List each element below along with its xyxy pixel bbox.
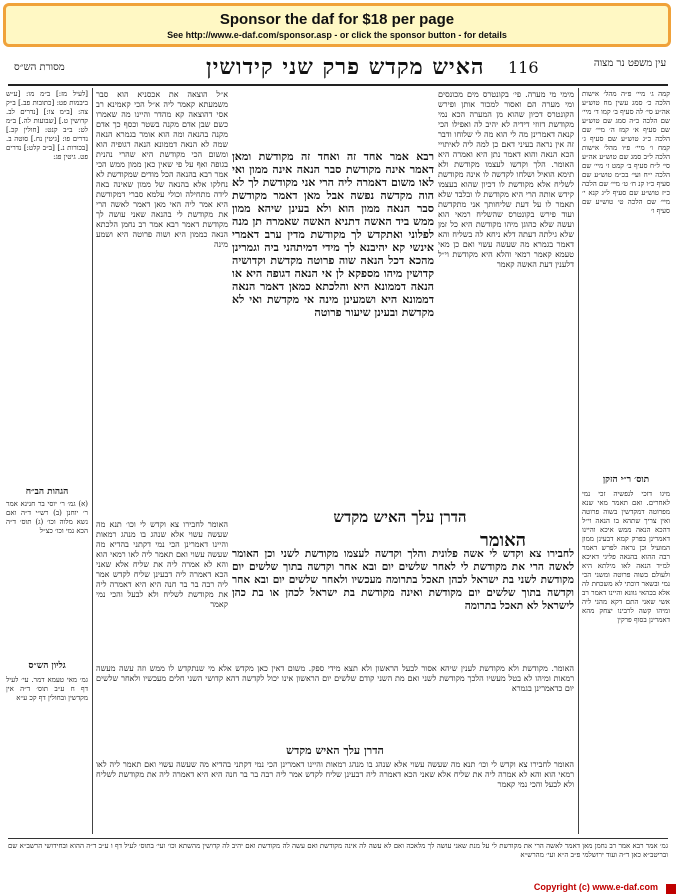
copyright-link[interactable]: Copyright (c) www.e-daf.com [533,882,658,892]
gilyon-column: גמ׳ מאי טעמא דמר. עי׳ לעיל דף ח ע״ב תוס׳ ד״ה אין מקדשין ובחולין דף קכ ע״א [6,676,88,702]
gemara-bottom: האומר. מקודשת ולא מקודשת לענין שיהא אסור לבעל הראשון ולא תצא מידי ספק. משום דאין כאן מקדש אלא מי שנתקדש לו ממש וזה עשה מעשה רמאות ומיהו לא בטל מעשיו הלכך מקודשת לשני ואם מת השני קודם שלשים יום הראשון אינו יכול לקדשה דהא קדושי השני חלים מעכשיו ולאחר שלשים יום כדאמרינן בגמרא [96,664,574,693]
gemara-center: רבא אמר אחד זה ואחד זה מקודשת ומאן דאמר אינה מקודשת סבר הנאה אינה ממון ואי לאו משום דאמרה ליה הרי אני מקודשת לך לא הוה מקדשה נפשה אבל מאן דאמר מקודשת סבר הנאה ממון הוא ולא בעינן שיהא ממון ממש ביד האשה דתניא האשה שאמרה תן מנה לפלוני ואתקדש לך מקודשת מדין ערב דאמרי אינשי קא יהיבנא לך מידי דמיתהני ביה וגמרינן מהכא דכל הנאה שוה פרוטה מקדשת וקדושיה קדושין מיהו מספקא לן אי הנאה דגופה היא או הנאה דממונא היא והלכתא כמאן דאמר הנאה דממונא היא ושמעינן מינה אי מקדשת ואי לא מקדשת ובעינן שיעור פרוטה [232,150,434,319]
sponsor-title: Sponsor the daf for $18 per page [219,11,455,28]
chapter-title: האיש מקדש פרק שני קידושין [206,54,485,80]
tosafot-inner-column: א״ל הוצאה את אכסניא הוא סבר משמעתא קאמר ליה א״ל הכי קאמינא רב אסי דהוצאה קא מהדר והיינו מה שאמרו כשם שבן אדם מקנה בשטר וכסף כך אדם מקנה בהנאה ומה הוא אומר בגמרא הנאה שמה לא הנאה דממונא הנאה דגופיה הוא ומשום הכי מקודשת היא שהרי נהנית בגופה ואף על פי שאין כאן ממון ממש הכי אמר רבא בהנאה הכל מודים שמקודשת לא נחלקו אלא בהנאה של ממון שאינה באה לידה מתחילה וכולי עלמא סברי דמקודשת היא אמר ליה האי מאן דאמר לאשה הרי את מקודשת לי בהנאה שאני עושה לך מקודשת דאמר רבא אמר רב נחמן הלכתא הנאה כממון היא ושוה פרוטה היא ושמע מינה [96,90,228,249]
commentary-bottom: האומר לחבירו צא וקדש לי וכו׳ תנא מה שעשה עשוי אלא שנהג בו מנהג רמאות והיינו דאמרינן הכי נמי דקתני בהדיא מה שעשה עשוי ואם תאמר ליה לאו רמאי הוא והא לא אמרה ליה את שליח אלא שאני הכא דאמרה ליה דבעינן שליח לקדש אמר ליה רבה בר בר חנה היא היא דאמרה ליה את מקודשת לשליח ולא לבעל והכי נמי קאמר [96,760,574,789]
gemara-bottom-left: האומר לחבירו צא וקדש לי וכו׳ תנא מה שעשה עשוי אלא שנהג בו מנהג רמאות והיינו דאמרינן הכי נמי דקתני בהדיא מה שעשה עשוי ואם תאמר ליה לאו רמאי הוא והא לא אמרה ליה את שליח אלא שאני הכא דאמרה ליה דבעינן שליח לקדש אמר ליה רבה בר בר חנה היא היא דאמרה ליה את מקודשת לשליח ולא לבעל והכי נמי קאמר [96,520,228,609]
sponsor-banner[interactable] [3,3,671,47]
rashi-column: מימי מי מערה. פי׳ בקונטרס מים מכונסים ומי מערה הם ואסור למכור אותן ופירש הקונטרס דכיון שהוא מן המערה הכא נמי מקודשת דזוזי דידיה לא יהיב לה ואפילו הכי קנאה דאמרינן מה לי הוא מה לי שלוחו ודבר זה אין נראה בעיני דאם כן למה ליה לאיתויי הכא הנאה והוא דאמר נתן היא ואמרה היא האומר. הלך וקדשו לעצמו מקודשת ולא תימא הואיל ושלחו לקדשה לו אינה מקודשת לשליח אלא מקודשת לו דכיון שהוא בעצמו קידש אותה הרי היא מקודשת לו ובלבד שלא תאמר לו על דעת שליחותך אני מתקדשת ועוד פירש בקונטרס שהשליח רמאי הוא ועשה שלא כהוגן מיהו מקודשת היא כל זמן שלא גילתה דעתה דלא ניחא לה בשליח והא דאמר בגמרא מה שעשה עשוי ואם כן מאי טעמא קאמר רמאי והלא היא מקודשת וי״ל דלענין דעת האשה קאמר [438,90,574,269]
footnote-rule [8,838,668,839]
hagahot-column: (א) גמ׳ ר׳ יוסי בר חנינא אמר ר׳ יוחנן (ב) רש״י ד״ה ואם נשא מלוה וכו׳ (ג) תוס׳ ד״ה הכא נמי וכו׳ כצ״ל [6,500,88,535]
ein-mishpat-label: עין משפט נר מצוה [593,58,667,69]
sponsor-subtitle[interactable]: See http://www.e-daf.com/sponsor.asp - or click the sponsor button - for details [167,30,507,40]
ein-mishpat-column: קמה ג׳ מיי׳ פ״ה מהל׳ אישות הלכה כ׳ סמג עשין מח טוש״ע אה״ע סי׳ לה סעיף ב׳ קמו ד׳ מיי׳ שם הלכה כ״ה סמג שם טוש״ע שם סעיף א׳ קמז ה׳ מיי׳ שם הלכה כ״ג טוש״ע שם סעיף ג׳ קמח ו׳ מיי׳ פ״ו מהל׳ אישות הלכה ל״ב סמג שם טוש״ע אה״ע סי׳ ל״ח סעיף ב׳ קמט ז׳ מיי׳ שם הלכה י״ח ועי׳ בכ״מ טוש״ע שם סעיף כ״ו קנ ח׳ ט׳ מיי׳ שם הלכה כ״ז טוש״ע שם סעיף ל״ג קנא י׳ מיי׳ שם הלכה ט׳ טוש״ע שם סעיף ו׳ [582,90,670,215]
hagahot-title: הגהות הב״ח [25,487,69,497]
right-margin-divider [578,88,579,834]
page-header [0,54,676,84]
mishnah-text: לחבירו צא וקדש לי אשה פלונית והלך וקדשה לעצמו מקודשת לשני וכן האומר לאשה הרי את מקודשת לי לאחר שלשים יום ובא אחר וקדשה בתוך שלשים יום מקודשת לשני בת ישראל לכהן תאכל בתרומה מעכשיו ולאחר שלשים יום ובא אחר וקדשה בתוך שלשים יום מקודשת ואינה מקודשת בת ישראל לכהן או בת כהן לישראל לא תאכל בתרומה [232,548,574,612]
tosafot-title: תוס׳ ר״י הזקן [602,475,650,485]
header-rule [8,84,668,86]
page-number: 116 [508,58,539,77]
left-margin-divider [92,88,93,834]
hadran-heading-2: הדרן עלך האיש מקדש [286,744,384,757]
gilyon-title: גליון הש״ס [28,661,66,671]
hadran-heading: הדרן עלך האיש מקדש [333,508,467,526]
masoret-column: [לעיל מז:] ב״מ מו: [ע״ש ביבמות פט: [כתובות פב.] ב״ק צה: [ב״מ צו:] [נדרים לב. קדושין ט.] [שבועות לה.] ב״מ לט: ב״ב קנט: [חולין קכ.] נדרים פו: [גיטין נח.] סוטה ב. [בכורות נ.] [ב״ב קלט:] נדרים פט. גיטין פג: [6,90,88,161]
tosafot-column: מיגו דזכי לנפשיה זכי נמי לאחרים. ואם תאמר מאי שנא מפרוטה דמקדשין בשוה פרוטה ואין צריך שתהא בו הנאה וי״ל דהכא הנאה ממש איכא והיינו דאמרינן בפרק קמא דבעינן ממון המועיל וכן נראה לפרש דאמר רבה ההוא בהנאה פליגי דאיכא למ״ד הנאה לאו מילתא היא ולעולם בשוה פרוטה ומשני הכי נמי ובשאר דוכתי לא משכחת לה אלא בכהאי גוונא והיינו דאמר רב אשי שאני התם דקא מהני ליה ומיהו קשה לרבינו יצחק מהא דאמרינן בסוף פרקין [582,490,670,624]
masoret-label: מסורת הש״ס [14,62,65,73]
corner-marker-icon [666,884,676,894]
footnote-text: גמ׳ אמר רבא אמר רב נחמן מאן דאמר לאשה הרי את מקודשת לי על מנת שאני עושה לך מלאכה ואם לא עשה לה אינה מקודשת ואם עשה לה מקודשת ואם יהיב לה קדושין מהשתא וכו׳ ועי׳ בתוס׳ לעיל דף ו ע״ב ד״ה ההוא ובחידושי הרשב״א שם ובריטב״א כאן ד״ה ועוד ירושלמי פ״ב ה״א ועי׳ מהרש״א [8,842,668,859]
mishnah-initial: האומר [480,530,527,551]
